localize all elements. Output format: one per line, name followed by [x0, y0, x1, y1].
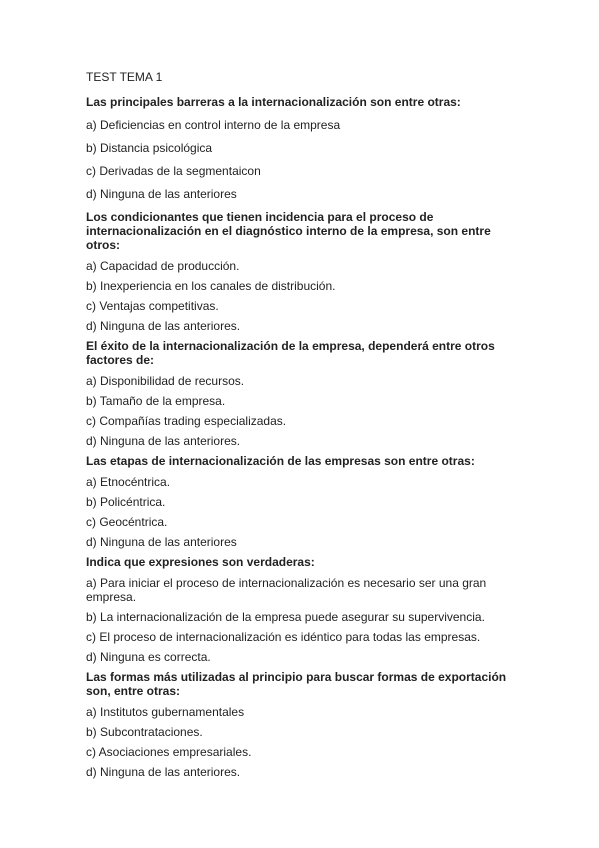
option-c: c) Compañías trading especializadas. — [86, 414, 287, 428]
question-6 — [86, 670, 516, 779]
option-d: d) Ninguna de las anteriores — [86, 535, 237, 549]
option-a: a) Etnocéntrica. — [86, 475, 171, 489]
question-text: Las principales barreras a la internacionalización son entre otras: — [86, 95, 461, 109]
question-text: Las formas más utilizadas al principio para buscar formas de exportación son, entre otras: — [86, 670, 507, 698]
option-b: b) Inexperiencia en los canales de distribución. — [86, 279, 336, 293]
option-d: d) Ninguna de las anteriores. — [86, 319, 241, 333]
question-1 — [86, 95, 516, 201]
option-d: d) Ninguna de las anteriores — [86, 187, 237, 201]
options-list — [86, 259, 516, 333]
option-a: a) Capacidad de producción. — [86, 259, 240, 273]
option-c: c) Asociaciones empresariales. — [86, 745, 252, 759]
question-text: Indica que expresiones son verdaderas: — [86, 555, 315, 569]
option-b: b) Policéntrica. — [86, 495, 166, 509]
option-c: c) Derivadas de la segmentaicon — [86, 164, 261, 178]
options-list — [86, 576, 516, 664]
option-d: d) Ninguna es correcta. — [86, 650, 211, 664]
option-d: d) Ninguna de las anteriores. — [86, 765, 241, 779]
options-list — [86, 475, 516, 549]
document-title: TEST TEMA 1 — [86, 70, 163, 84]
option-b: b) Tamaño de la empresa. — [86, 394, 226, 408]
question-5 — [86, 555, 516, 664]
question-text: El éxito de la internacionalización de la empresa, dependerá entre otros factores de: — [86, 339, 495, 367]
option-c: c) El proceso de internacionalización es idéntico para todas las empresas. — [86, 630, 481, 644]
question-2 — [86, 210, 516, 333]
option-c: c) Ventajas competitivas. — [86, 299, 219, 313]
option-b: b) La internacionalización de la empresa puede asegurar su supervivencia. — [86, 610, 485, 624]
options-list — [86, 118, 516, 201]
question-text: Las etapas de internacionalización de las empresas son entre otras: — [86, 454, 475, 468]
option-c: c) Geocéntrica. — [86, 515, 168, 529]
options-list — [86, 374, 516, 448]
question-text: Los condicionantes que tienen incidencia para el proceso de internacionalización en el diagnóstico interno de la empresa, son entre otros: — [86, 210, 491, 252]
option-b: b) Distancia psicológica — [86, 141, 213, 155]
option-a: a) Deficiencias en control interno de la empresa — [86, 118, 341, 132]
question-4 — [86, 454, 516, 549]
options-list — [86, 705, 516, 779]
option-b: b) Subcontrataciones. — [86, 725, 203, 739]
document-page — [86, 70, 516, 785]
option-d: d) Ninguna de las anteriores. — [86, 434, 241, 448]
option-a: a) Institutos gubernamentales — [86, 705, 245, 719]
option-a: a) Disponibilidad de recursos. — [86, 374, 245, 388]
question-3 — [86, 339, 516, 448]
option-a: a) Para iniciar el proceso de internacionalización es necesario ser una gran empresa. — [86, 576, 487, 604]
